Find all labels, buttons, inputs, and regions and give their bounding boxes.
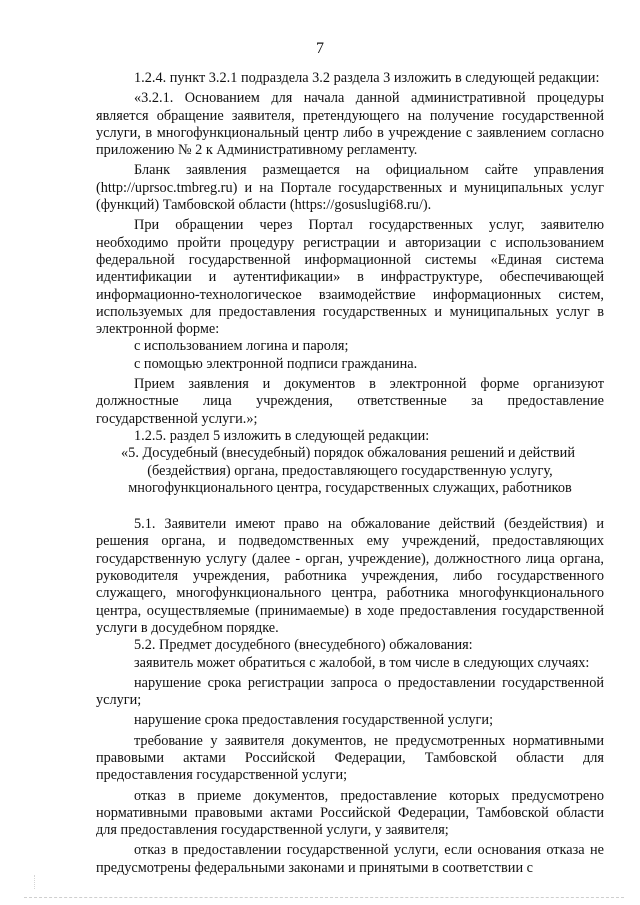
paragraph: Бланк заявления размещается на официальном сайте управления (http://uprsoc.tmbreg.ru) и на Портале государственных и муниципальных услуг (функций) Тамбовской области (https://gosuslugi68.ru/). [96,162,604,214]
document-body [96,70,604,877]
paragraph: Прием заявления и документов в электронной форме организуют должностные лица учреждения, ответственные за предоставление государственной услуги.»; [96,376,604,427]
section-heading-line: «5. Досудебный (внесудебный) порядок обжалования решений и действий [121,445,575,462]
paragraph: нарушение срока регистрации запроса о предоставлении государственной услуги; [96,674,604,709]
scan-margin-mark [34,875,45,889]
paragraph: с использованием логина и пароля; [134,338,349,355]
paragraph: отказ в предоставлении государственной услуги, если основания отказа не предусмотрены федеральными законами и принятыми в соответствии с [96,842,604,876]
paragraph: При обращении через Портал государственных услуг, заявителю необходимо пройти процедуру регистрации и авторизации с использованием федеральной государственной информационной системы «Единая система идентификации и аутентификации» в инфраструктуре, обеспечивающей информационно-технологическое взаимодействие информационных систем, используемых для предоставления государственных и муниципальных услуг в электронной форме: [96,217,604,338]
section-heading-line: (бездействия) органа, предоставляющего государственную услугу, [147,462,553,479]
paragraph: «3.2.1. Основанием для начала данной административной процедуры является обращение заявителя, претендующего на получение государственной услуги, в многофункциональный центр либо в учреждение с заявлением согласно приложению № 2 к Административному регламенту. [96,90,604,159]
paragraph: нарушение срока предоставления государственной услуги; [134,712,494,729]
blank-line [96,497,604,516]
paragraph: отказ в приеме документов, предоставление которых предусмотрено нормативными правовыми актами Российской Федерации, Тамбовской области для предоставления государственной услуги, у заявителя; [96,787,604,839]
scan-bottom-edge [24,897,624,898]
paragraph: 5.2. Предмет досудебного (внесудебного) обжалования: [134,637,473,654]
paragraph: 5.1. Заявители имеют право на обжалование действий (бездействия) и решения органа, и подведомственных ему учреждений, предоставляющих государственную услугу (далее - орган, учреждение), должностного лица органа, руководителя учреждения, работника учреждения, либо государственного служащего, многофункционального центра, работника многофункционального центра, осуществляемые (принимаемые) в ходе предоставления государственной услуги в досудебном порядке. [96,516,604,636]
paragraph: 1.2.5. раздел 5 изложить в следующей редакции: [134,427,430,444]
section-heading [96,445,604,497]
page-number: 7 [316,40,324,57]
paragraph: с помощью электронной подписи гражданина. [134,355,418,372]
paragraph: заявитель может обратиться с жалобой, в том числе в следующих случаях: [134,654,590,671]
paragraph: 1.2.4. пункт 3.2.1 подраздела 3.2 раздела 3 изложить в следующей редакции: [134,70,600,86]
section-heading-line: многофункционального центра, государственных служащих, работников [128,479,572,496]
paragraph: требование у заявителя документов, не предусмотренных нормативными правовыми актами Российской Федерации, Тамбовской области для предоставления государственной услуги; [96,732,604,784]
